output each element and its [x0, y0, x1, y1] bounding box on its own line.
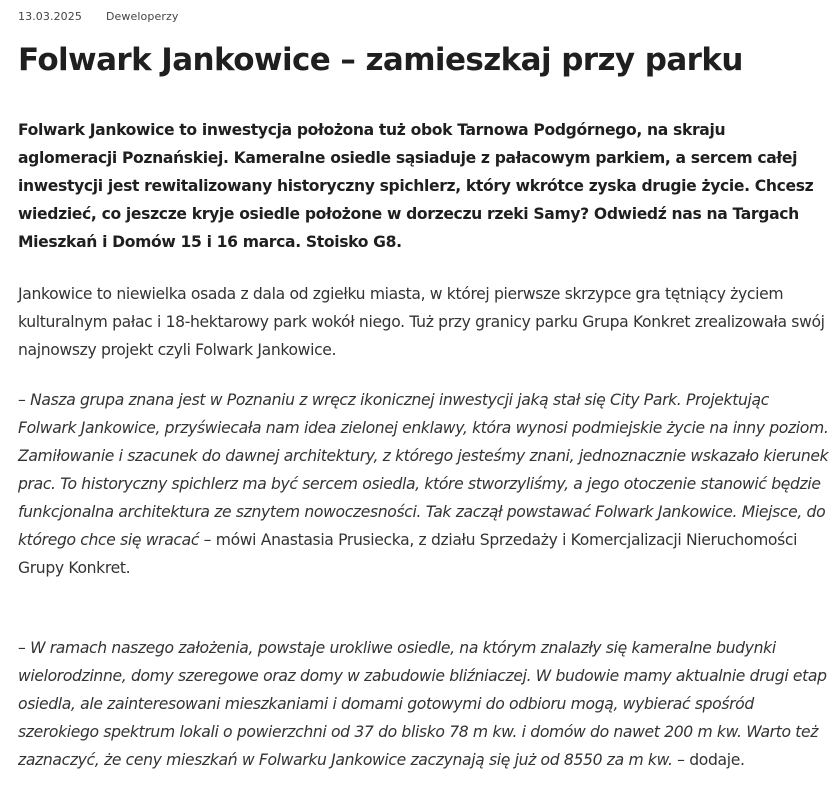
- category-link[interactable]: Deweloperzy: [105, 10, 179, 23]
- paragraph-1: Jankowice to niewielka osada z dala od zgiełku miasta, w której pierwsze skrzypce gra tętniący życiem kulturalnym pałac i 18-hektarowy park wokół niego. Tuż przy granicy parku Grupa Konkret zrealizowała swój najnowszy projekt czyli Folwark Jankowice.: [18, 285, 825, 359]
- quote-dash: –: [18, 639, 31, 657]
- quote-attribution: – mówi Anastasia Prusiecka, z działu Sprzedaży i Komercjalizacji Nieruchomości Grupy Konkret.: [18, 531, 798, 577]
- quote-dash: –: [18, 391, 31, 409]
- paragraph-3: [18, 634, 830, 774]
- article-meta: [18, 10, 178, 23]
- article-lead: Folwark Jankowice to inwestycja położona tuż obok Tarnowa Podgórnego, na skraju aglomeracji Poznańskiej. Kameralne osiedle sąsiaduje z pałacowym parkiem, a sercem całej inwestycji jest rewitalizowany historyczny spichlerz, który wkrótce zyska drugie życie. Chcesz wiedzieć, co jeszcze kryje osiedle położone w dorzeczu rzeki Samy? Odwiedź nas na Targach Mieszkań i Domów 15 i 16 marca. Stoisko G8.: [18, 121, 814, 251]
- quote-text: Nasza grupa znana jest w Poznaniu z wręcz ikonicznej inwestycji jaką stał się City Park. Projektując Folwark Jankowice, przyświecała nam idea zielonej enklawy, która wynosi podmiejskie życie na inny poziom. Zamiłowanie i szacunek do dawnej architektury, z którego jesteśmy znani, jednoznacznie wskazało kierunek prac. To historyczny spichlerz ma być sercem osiedla, które stworzyliśmy, a jego otoczenie stanowić będzie funkcjonalna architektura ze sznytem nowoczesności. Tak zaczął powstawać Folwark Jankowice. Miejsce, do którego chce się wracać: [18, 391, 829, 549]
- paragraph-2: [18, 386, 830, 582]
- article-title: Folwark Jankowice – zamieszkaj przy parku: [18, 42, 743, 78]
- quote-attribution: – dodaje.: [672, 751, 745, 769]
- publish-date: 13.03.2025: [18, 10, 82, 23]
- quote-text: W ramach naszego założenia, powstaje urokliwe osiedle, na którym znalazły się kameralne budynki wielorodzinne, domy szeregowe oraz domy w zabudowie bliźniaczej. W budowie mamy aktualnie drugi etap osiedla, ale zainteresowani mieszkaniami i domami gotowymi do odbioru mogą, wybierać spośród szerokiego spektrum lokali o powierzchni od 37 do blisko 78 m kw. i domów do nawet 200 m kw. Warto też zaznaczyć, że ceny mieszkań w Folwarku Jankowice zaczynają się już od 8550 za m kw.: [18, 639, 827, 769]
